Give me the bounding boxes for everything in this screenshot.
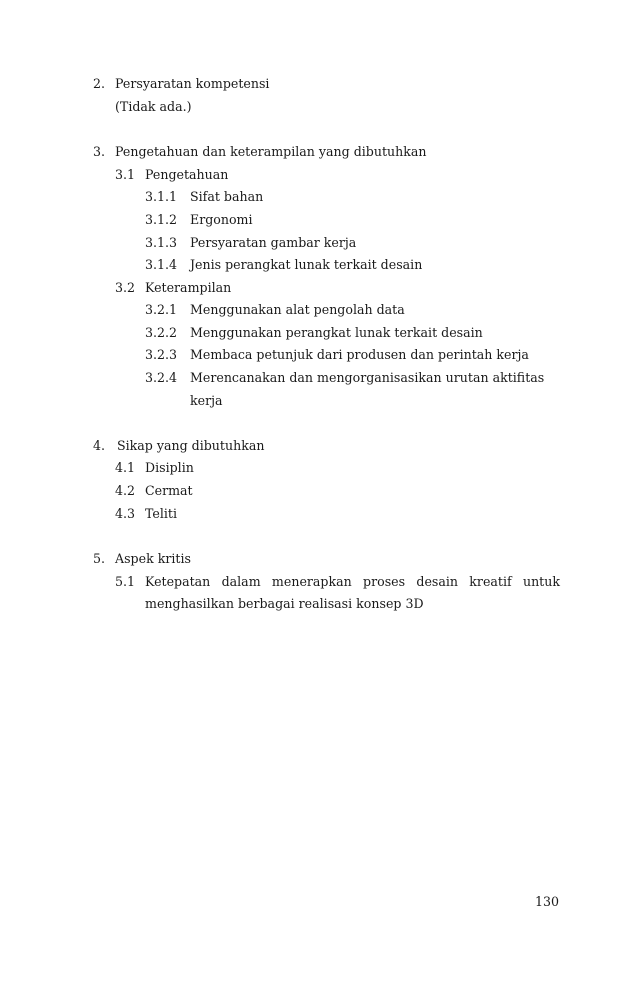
item-text: Menggunakan alat pengolah data xyxy=(190,302,405,317)
section-note: (Tidak ada.) xyxy=(115,99,192,114)
section-title: Persyaratan kompetensi xyxy=(115,76,270,91)
subsection-title: Pengetahuan xyxy=(145,167,229,182)
section-number: 2. xyxy=(93,76,106,91)
item-number: 3.1.1 xyxy=(145,189,178,204)
subsection-title: Keterampilan xyxy=(145,280,232,295)
item-text: Merencanakan dan mengorganisasikan urutan aktifitas xyxy=(190,370,545,385)
item-text: Teliti xyxy=(145,506,178,521)
item-text: Membaca petunjuk dari produsen dan perintah kerja xyxy=(190,347,529,362)
item-text-continued: kerja xyxy=(190,393,223,408)
item-number: 4.3 xyxy=(115,506,136,521)
item-number: 3.1.3 xyxy=(145,235,178,250)
item-number: 3.2.2 xyxy=(145,325,178,340)
item-number: 4.1 xyxy=(115,460,136,475)
section-number: 3. xyxy=(93,144,106,159)
item-text: Menggunakan perangkat lunak terkait desain xyxy=(190,325,483,340)
item-text: Sifat bahan xyxy=(190,189,264,204)
subsection-number: 3.2 xyxy=(115,280,136,295)
item-number: 5.1 xyxy=(115,574,136,589)
section-title: Aspek kritis xyxy=(115,551,191,566)
item-text-continued: menghasilkan berbagai realisasi konsep 3D xyxy=(145,596,424,611)
item-number: 3.1.2 xyxy=(145,212,178,227)
section-title: Sikap yang dibutuhkan xyxy=(117,438,265,453)
item-text: Cermat xyxy=(145,483,193,498)
subsection-number: 3.1 xyxy=(115,167,136,182)
item-text: Persyaratan gambar kerja xyxy=(190,235,357,250)
item-text: Ketepatan dalam menerapkan proses desain kreatif untuk xyxy=(145,574,560,589)
item-number: 3.2.1 xyxy=(145,302,178,317)
item-number: 3.1.4 xyxy=(145,257,178,272)
section-title: Pengetahuan dan keterampilan yang dibutuhkan xyxy=(115,144,427,159)
item-text: Ergonomi xyxy=(190,212,253,227)
item-text: Disiplin xyxy=(145,460,194,475)
section-number: 4. xyxy=(93,438,106,453)
item-number: 3.2.4 xyxy=(145,370,178,385)
item-text: Jenis perangkat lunak terkait desain xyxy=(190,257,423,272)
section-number: 5. xyxy=(93,551,106,566)
item-number: 3.2.3 xyxy=(145,347,178,362)
page-number: 130 xyxy=(535,894,560,909)
item-number: 4.2 xyxy=(115,483,136,498)
